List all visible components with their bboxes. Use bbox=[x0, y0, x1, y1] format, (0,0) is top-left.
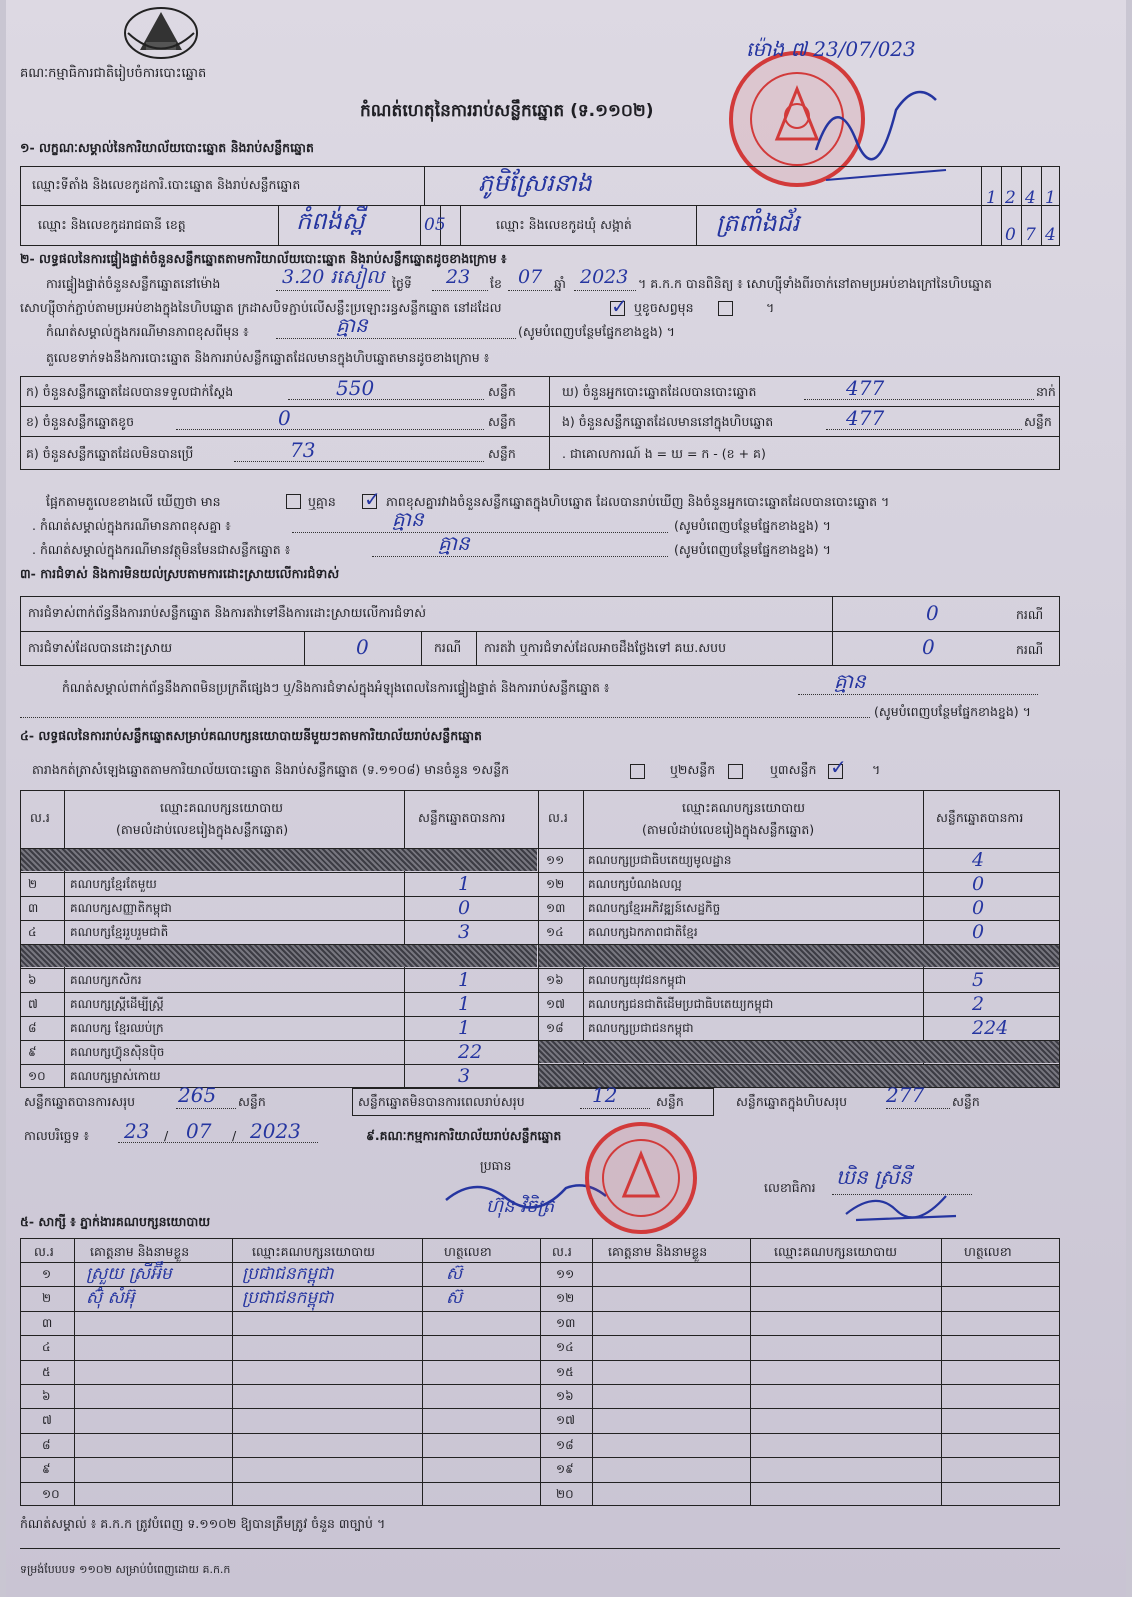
witness-number: ៩ bbox=[42, 1462, 51, 1477]
party-votes: 1 bbox=[458, 969, 471, 991]
total-valid-unit: សន្លឹក bbox=[238, 1094, 266, 1109]
total-invalid-value: 12 bbox=[592, 1083, 618, 1107]
witness-number-right: ១២ bbox=[556, 1291, 575, 1306]
party-name: គណបក្សប្រជាធិបតេយ្យមូលដ្ឋាន bbox=[588, 853, 732, 867]
footer-note: កំណត់សម្គាល់ ៖ គ.ក.ក ត្រូវបំពេញ ទ.១១០២ ឱ្យបានត្រឹមត្រូវ ចំនួន ៣ច្បាប់ ។ bbox=[20, 1516, 386, 1531]
party-name: គណបក្សជនជាតិដើមប្រជាធិបតេយ្យកម្ពុជា bbox=[588, 997, 774, 1011]
witness-number-right: ១៣ bbox=[556, 1315, 576, 1330]
station-code-1: 1 bbox=[986, 188, 997, 208]
voters-label: ឃ) ចំនួនអ្នកបោះឆ្នោតដែលបានបោះឆ្នោត bbox=[562, 384, 757, 399]
match-label-a: ផ្អែកតាមតួលេខខាងលើ ឃើញថា មាន bbox=[46, 494, 221, 509]
party-votes: 1 bbox=[458, 873, 471, 895]
objection-resolved-label: ការជំទាស់ដែលបានដោះស្រាយ bbox=[28, 640, 173, 655]
date-sep-1: / bbox=[164, 1128, 169, 1143]
party-name: គណបក្សបំណងលល្អ bbox=[588, 877, 682, 891]
verify-day-value: 23 bbox=[446, 266, 471, 288]
party-votes: 5 bbox=[972, 969, 985, 991]
diff-before-value: គ្មាន bbox=[336, 313, 368, 337]
witness-number: ២ bbox=[42, 1291, 52, 1306]
verify-year-value: 2023 bbox=[580, 266, 629, 288]
witness-col-sign-right: ហត្ថលេខា bbox=[964, 1244, 1012, 1259]
committee-name: គណៈកម្មាធិការជាតិរៀបចំការបោះឆ្នោត bbox=[20, 66, 207, 81]
two-sheets-label: ឬ២សន្លឹក bbox=[670, 762, 716, 777]
form-note: ទម្រង់បែបបទ ១១០២ សម្រាប់បំពេញដោយ គ.ក.ក bbox=[20, 1563, 231, 1576]
station-name-value: ភូមិស្រែរនាង bbox=[478, 169, 592, 197]
witness-row-divider bbox=[20, 1311, 1060, 1312]
objection-related-value: 0 bbox=[926, 601, 939, 625]
witness-col-name-right: គោត្តនាម និងនាមខ្លួន bbox=[608, 1244, 708, 1259]
party-number: ១៣ bbox=[546, 901, 566, 915]
two-sheets-checkbox[interactable] bbox=[728, 764, 743, 779]
party-votes: 4 bbox=[972, 849, 985, 871]
objection-related-unit: ករណី bbox=[1016, 607, 1044, 622]
commune-code-3: 4 bbox=[1045, 225, 1056, 245]
witness-signature: ស៊ bbox=[446, 1288, 463, 1309]
party-number: ១៦ bbox=[546, 973, 564, 987]
total-invalid-label: សន្លឹកឆ្នោតមិនបានការពេលរាប់សរុប bbox=[358, 1094, 525, 1109]
shaded-row bbox=[539, 1041, 1059, 1063]
party-votes: 0 bbox=[458, 897, 471, 919]
witness-number: ៦ bbox=[42, 1389, 51, 1403]
nec-emblem-logo bbox=[118, 4, 204, 62]
period-mark: ។ bbox=[766, 300, 775, 315]
witness-number-right: ២០ bbox=[556, 1486, 574, 1501]
commune-label: ឈ្មោះ និងលេខកូដឃុំ សង្កាត់ bbox=[496, 217, 632, 232]
witness-number-right: ១៥ bbox=[556, 1364, 574, 1379]
party-name: គណបក្ស ខ្មែរឈប់ក្រ bbox=[70, 1021, 164, 1035]
secretary-name: ឃិន ស្រីនី bbox=[836, 1165, 912, 1189]
party-number: ៧ bbox=[28, 997, 38, 1011]
party-name: គណបក្សសញ្ញាតិកម្ពុជា bbox=[70, 901, 172, 915]
party-votes: 0 bbox=[972, 873, 985, 895]
object-value: គ្មាន bbox=[438, 531, 470, 555]
verify-month-label: ខែ bbox=[490, 276, 502, 291]
objection-resolved-value: 0 bbox=[356, 635, 369, 659]
match-label-b: ឬគ្មាន bbox=[308, 494, 336, 509]
date-day: 23 bbox=[124, 1119, 150, 1143]
witness-number: ១ bbox=[42, 1267, 52, 1281]
party-number: ៤ bbox=[28, 925, 37, 939]
party-votes: 22 bbox=[458, 1041, 483, 1063]
witness-number: ៤ bbox=[42, 1340, 51, 1355]
spoiled-label: ខ) ចំនួនសន្លឹកឆ្នោតខូច bbox=[26, 414, 135, 429]
party-name: គណបក្សខ្មែរអភិវឌ្ឍន៍សេដ្ឋកិច្ច bbox=[588, 901, 721, 915]
total-valid-label: សន្លឹកឆ្នោតបានការសរុប bbox=[24, 1094, 136, 1109]
diff-before-note: (សូមបំពេញបន្ថែមផ្នែកខាងខ្នង) ។ bbox=[518, 324, 675, 339]
commune-code-1: 0 bbox=[1005, 225, 1016, 245]
section-5-heading: ៥- សាក្សី ៖ ភ្នាក់ងារគណបក្សនយោបាយ bbox=[20, 1214, 211, 1229]
witness-name: ស៊ុំ សំអ៊ុ bbox=[86, 1288, 135, 1309]
party-votes: 0 bbox=[972, 921, 985, 943]
three-sheets-label: ឬ៣សន្លឹក bbox=[770, 762, 817, 777]
station-committee-label: ៩.គណៈកម្មការការិយាល័យរាប់សន្លឹកឆ្នោត bbox=[366, 1128, 562, 1143]
witness-number: ៣ bbox=[42, 1315, 53, 1330]
objection-forward-unit: ករណី bbox=[1016, 642, 1044, 657]
witness-row-divider bbox=[20, 1482, 1060, 1483]
col-no-right: ល.រ bbox=[548, 810, 568, 825]
witness-row-divider bbox=[20, 1262, 1060, 1263]
three-sheets-check-mark: ✓ bbox=[830, 755, 847, 779]
commune-value: ត្រពាំងជ័រ bbox=[716, 209, 800, 237]
period-mark-2: ។ bbox=[872, 762, 881, 777]
witness-number-right: ១៤ bbox=[556, 1340, 574, 1355]
unused-unit: សន្លឹក bbox=[488, 446, 516, 461]
col-votes-left: សន្លឹកឆ្នោតបានការ bbox=[418, 810, 506, 825]
in-box-unit: សន្លឹក bbox=[1024, 414, 1052, 429]
col-no-left: ល.រ bbox=[30, 810, 50, 825]
shaded-row bbox=[21, 945, 537, 967]
ballot-count-report-form bbox=[6, 0, 1126, 1597]
secretary-signature bbox=[836, 1186, 966, 1226]
spoiled-unit: សន្លឹក bbox=[488, 414, 516, 429]
form-title: កំណត់ហេតុនៃការរាប់សន្លឹកឆ្នោត (ទ.១១០២) bbox=[360, 101, 654, 121]
shaded-row bbox=[21, 849, 537, 871]
unused-value: 73 bbox=[290, 438, 316, 462]
witness-row-divider bbox=[20, 1360, 1060, 1361]
unused-label: គ) ចំនួនសន្លឹកឆ្នោតដែលមិនបានប្រើ bbox=[26, 446, 194, 461]
chair-label: ប្រធាន bbox=[480, 1158, 512, 1173]
official-seal-bottom bbox=[576, 1118, 706, 1238]
no-difference-check-mark: ✓ bbox=[364, 487, 381, 511]
diff-before-label: កំណត់សម្គាល់ក្នុងករណីមានភាពខុសពីមុន ៖ bbox=[46, 324, 249, 339]
match-label-c: ភាពខុសគ្នារវាងចំនួនសន្លឹកឆ្នោតក្នុងហិបឆ្នោត ដែលបានរាប់ឃើញ និងចំនួនអ្នកបោះឆ្នោតដែលបានបោះឆ្នោត ។ bbox=[386, 494, 890, 509]
verify-month-value: 07 bbox=[518, 266, 543, 288]
party-number: ៨ bbox=[28, 1021, 37, 1035]
party-votes: 3 bbox=[458, 921, 471, 943]
party-number: ៦ bbox=[28, 973, 37, 987]
party-votes: 224 bbox=[972, 1017, 1009, 1039]
witness-row-divider bbox=[20, 1408, 1060, 1409]
col-votes-right: សន្លឹកឆ្នោតបានការ bbox=[936, 810, 1024, 825]
party-number: ១៤ bbox=[546, 925, 564, 939]
spoiled-value: 0 bbox=[278, 406, 291, 430]
witness-col-party-left: ឈ្មោះគណបក្សនយោបាយ bbox=[252, 1244, 376, 1259]
party-number: ១៨ bbox=[546, 1021, 564, 1035]
one-sheet-checkbox[interactable] bbox=[630, 764, 645, 779]
col-party-left: ឈ្មោះគណបក្សនយោបាយ bbox=[160, 800, 284, 815]
party-name: គណបក្សស្ត្រីដើម្បីស្ត្រី bbox=[70, 997, 164, 1011]
party-number: ៩ bbox=[28, 1045, 37, 1059]
witness-row-divider bbox=[20, 1457, 1060, 1458]
secretary-label: លេខាធិការ bbox=[764, 1180, 816, 1195]
shaded-row bbox=[539, 945, 1059, 967]
section-1-heading: ១- លក្ខណៈសម្គាល់នៃការិយាល័យបោះឆ្នោត និងរាប់សន្លឹកឆ្នោត bbox=[20, 140, 314, 155]
party-name: គណបក្សម្ចាស់កោយ bbox=[70, 1069, 161, 1083]
total-valid-value: 265 bbox=[178, 1083, 217, 1107]
witness-name: ស្រួយ ស្រីអ៊ឹម bbox=[86, 1264, 172, 1284]
irregularity-value: គ្មាន bbox=[834, 669, 866, 693]
party-votes: 3 bbox=[458, 1065, 471, 1087]
verify-time-label: ការផ្ទៀងផ្ទាត់ចំនួនសន្លឹកឆ្នោតនៅម៉ោង bbox=[46, 276, 221, 291]
objection-forward-label: ការតវ៉ា ឬការជំទាស់ដែលអាចដឹងថ្លែងទៅ គឃ.សបប bbox=[484, 640, 727, 655]
objection-forward-value: 0 bbox=[922, 635, 935, 659]
total-box-unit: សន្លឹក bbox=[952, 1094, 980, 1109]
station-label: ឈ្មោះទីតាំង និងលេខកូដការិ.បោះឆ្នោត និងរាប់សន្លឹកឆ្នោត bbox=[32, 177, 301, 192]
witness-col-party-right: ឈ្មោះគណបក្សនយោបាយ bbox=[774, 1244, 898, 1259]
damaged-label: ឬខូចសព្វមុន bbox=[634, 300, 694, 315]
witness-number: ៨ bbox=[42, 1437, 51, 1452]
party-name: គណបក្សខ្មែរតែមួយ bbox=[70, 877, 157, 891]
party-name: គណបក្សប្រជាជនកម្ពុជា bbox=[588, 1021, 694, 1035]
party-number: ១២ bbox=[546, 877, 565, 891]
witness-party: ប្រជាជនកម្ពុជា bbox=[242, 1288, 334, 1309]
chair-name: ហ៊ុន វិចិត្រ bbox=[486, 1196, 555, 1217]
in-box-label: ង) ចំនួនសន្លឹកឆ្នោតដែលមាននៅក្នុងហិបឆ្នោត bbox=[562, 414, 774, 429]
diff-label: . កំណត់សម្គាល់ក្នុងករណីមានភាពខុសគ្នា ៖ bbox=[32, 518, 231, 533]
witness-number: ៧ bbox=[42, 1413, 52, 1428]
object-note: (សូមបំពេញបន្ថែមផ្នែកខាងខ្នង) ។ bbox=[674, 542, 831, 557]
party-votes: 1 bbox=[458, 1017, 471, 1039]
witness-number-right: ១៨ bbox=[556, 1437, 574, 1452]
station-code-4: 1 bbox=[1045, 188, 1056, 208]
party-number: ២ bbox=[28, 877, 38, 891]
same-check-mark: ✓ bbox=[611, 294, 628, 318]
voters-unit: នាក់ bbox=[1036, 384, 1056, 399]
damaged-checkbox[interactable] bbox=[718, 301, 733, 316]
section-3-heading: ៣- ការជំទាស់ និងការមិនយល់ស្របតាមការដោះស្រាយលើការជំទាស់ bbox=[20, 566, 340, 581]
witness-number: ៥ bbox=[42, 1364, 51, 1379]
verify-text-rest: ។ គ.ក.ក បានពិនិត្យ ៖ សោហ្ស៊ីទាំងពីរចាក់នៅតាមប្រអប់ខាងក្រៅនៃហិបឆ្នោត bbox=[638, 276, 992, 291]
date-sep-2: / bbox=[232, 1128, 237, 1143]
verify-day-label: ថ្ងៃទី bbox=[392, 276, 412, 291]
irregularity-note: (សូមបំពេញបន្ថែមផ្នែកខាងខ្នង) ។ bbox=[874, 704, 1031, 719]
station-code-3: 4 bbox=[1025, 188, 1036, 208]
party-number: ១០ bbox=[28, 1069, 46, 1083]
in-box-value: 477 bbox=[846, 406, 885, 430]
diff-value: គ្មាន bbox=[392, 507, 424, 531]
witness-number-right: ១៩ bbox=[556, 1462, 574, 1477]
province-value: កំពង់ស្ពឺ bbox=[296, 207, 365, 235]
party-name: គណបក្សឯកភាពជាតិខ្មែរ bbox=[588, 925, 698, 939]
voters-value: 477 bbox=[846, 376, 885, 400]
party-number: ៣ bbox=[28, 901, 39, 915]
has-difference-checkbox[interactable] bbox=[286, 494, 301, 509]
objection-resolved-unit: ករណី bbox=[434, 640, 462, 655]
party-number: ១៧ bbox=[546, 997, 565, 1011]
witness-number: ១០ bbox=[42, 1486, 60, 1501]
witness-col-sign-left: ហត្ថលេខា bbox=[444, 1244, 492, 1259]
col-party-sub-left: (តាមលំដាប់លេខរៀងក្នុងសន្លឹកឆ្នោត) bbox=[116, 822, 289, 837]
seal-text: សោហ្ស៊ីចាក់ភ្ជាប់តាមប្រអប់ខាងក្នុងនៃហិបឆ្នោត ក្រដាសបិទភ្ជាប់លើសន្លឹះប្រឡោះរន្ធសន្លឹកឆ្នោត នៅដដែល bbox=[20, 300, 502, 315]
witness-col-name-left: គោត្តនាម និងនាមខ្លួន bbox=[90, 1244, 190, 1259]
party-name: គណបក្សខ្មែររួបរួមជាតិ bbox=[70, 925, 169, 939]
verify-time-value: 3.20 រសៀល bbox=[282, 266, 385, 288]
received-label: ក) ចំនួនសន្លឹកឆ្នោតដែលបានទទួលជាក់ស្តែង bbox=[26, 384, 234, 399]
date-year: 2023 bbox=[250, 1119, 301, 1143]
witness-number-right: ១៦ bbox=[556, 1389, 574, 1403]
col-party-right: ឈ្មោះគណបក្សនយោបាយ bbox=[682, 800, 806, 815]
stamp-handwriting: ម៉ោង ៧ 23/07/023 bbox=[746, 37, 916, 61]
verify-year-label: ឆ្នាំ bbox=[554, 276, 566, 291]
witness-row-divider bbox=[20, 1433, 1060, 1434]
party-name: គណបក្សយុវជនកម្ពុជា bbox=[588, 973, 687, 987]
party-name: គណបក្សហ៊្វុនស៊ិនប៉ិច bbox=[70, 1045, 165, 1059]
date-label: កាលបរិច្ឆេទ ៖ bbox=[24, 1128, 90, 1143]
section-2-heading: ២- លទ្ធផលនៃការផ្ទៀងផ្ទាត់ចំនួនសន្លឹកឆ្នោតតាមការិយាល័យបោះឆ្នោត និងរាប់សន្លឹកឆ្នោតដូចខាងក្រោម ៖ bbox=[20, 251, 507, 266]
witness-party: ប្រជាជនកម្ពុជា bbox=[242, 1264, 334, 1284]
total-box-label: សន្លឹកឆ្នោតក្នុងហិបសរុប bbox=[736, 1094, 848, 1109]
objection-related-label: ការជំទាស់ពាក់ព័ន្ធនឹងការរាប់សន្លឹកឆ្នោត និងការតវ៉ាទៅនឹងការដោះស្រាយលើការជំទាស់ bbox=[28, 605, 427, 620]
section-4-heading: ៤- លទ្ធផលនៃការរាប់សន្លឹកឆ្នោតសម្រាប់គណបក្សនយោបាយនីមួយៗតាមការិយាល័យរាប់សន្លឹកឆ្នោត bbox=[20, 728, 482, 743]
received-value: 550 bbox=[336, 376, 375, 400]
witness-number-right: ១១ bbox=[556, 1267, 575, 1281]
formula: . ជាគោលការណ៍ ង = ឃ = ក - (ខ + គ) bbox=[562, 446, 766, 461]
total-invalid-unit: សន្លឹក bbox=[656, 1094, 684, 1109]
station-code-2: 2 bbox=[1005, 188, 1016, 208]
total-box-value: 277 bbox=[886, 1083, 925, 1107]
party-votes: 0 bbox=[972, 897, 985, 919]
witness-number-right: ១៧ bbox=[556, 1413, 575, 1428]
witness-col-no-left: ល.រ bbox=[34, 1244, 54, 1259]
witness-row-divider bbox=[20, 1335, 1060, 1336]
figures-intro: តួលេខទាក់ទងនឹងការបោះឆ្នោត និងការរាប់សន្លឹកឆ្នោតដែលមានក្នុងហិបឆ្នោតមានដូចខាងក្រោម ៖ bbox=[46, 350, 490, 365]
witness-col-no-right: ល.រ bbox=[552, 1244, 572, 1259]
party-number: ១១ bbox=[546, 853, 565, 867]
party-name: គណបក្សកសិករ bbox=[70, 973, 142, 987]
party-votes: 2 bbox=[972, 993, 985, 1015]
province-label: ឈ្មោះ និងលេខកូដរាជធានី ខេត្ត bbox=[38, 217, 186, 232]
commune-code-2: 7 bbox=[1025, 225, 1036, 245]
diff-note: (សូមបំពេញបន្ថែមផ្នែកខាងខ្នង) ។ bbox=[674, 518, 831, 533]
witness-signature: ស៊ bbox=[446, 1264, 463, 1284]
irregularity-label: កំណត់សម្គាល់ពាក់ព័ន្ធនឹងភាពមិនប្រក្រតីផ្សេងៗ ឬ/និងការជំទាស់ក្នុងអំឡុងពេលនៃការផ្ទៀងផ្ទាត់ និងការរាប់សន្លឹកឆ្នោត ៖ bbox=[62, 680, 610, 695]
received-unit: សន្លឹក bbox=[488, 384, 516, 399]
col-party-sub-right: (តាមលំដាប់លេខរៀងក្នុងសន្លឹកឆ្នោត) bbox=[642, 822, 815, 837]
witness-row-divider bbox=[20, 1286, 1060, 1287]
province-code: 05 bbox=[424, 215, 446, 235]
witness-row-divider bbox=[20, 1384, 1060, 1385]
tally-sheets-label: តារាងកត់ត្រាសំឡេងឆ្នោតតាមការិយាល័យបោះឆ្នោត និងរាប់សន្លឹកឆ្នោត (ទ.១១០៨) មានចំនួន ១សន្លឹក bbox=[32, 762, 510, 777]
object-label: . កំណត់សម្គាល់ក្នុងករណីមានវត្ថុមិនមែនជាសន្លឹកឆ្នោត ៖ bbox=[32, 542, 291, 557]
party-votes: 1 bbox=[458, 993, 471, 1015]
date-month: 07 bbox=[186, 1119, 212, 1143]
